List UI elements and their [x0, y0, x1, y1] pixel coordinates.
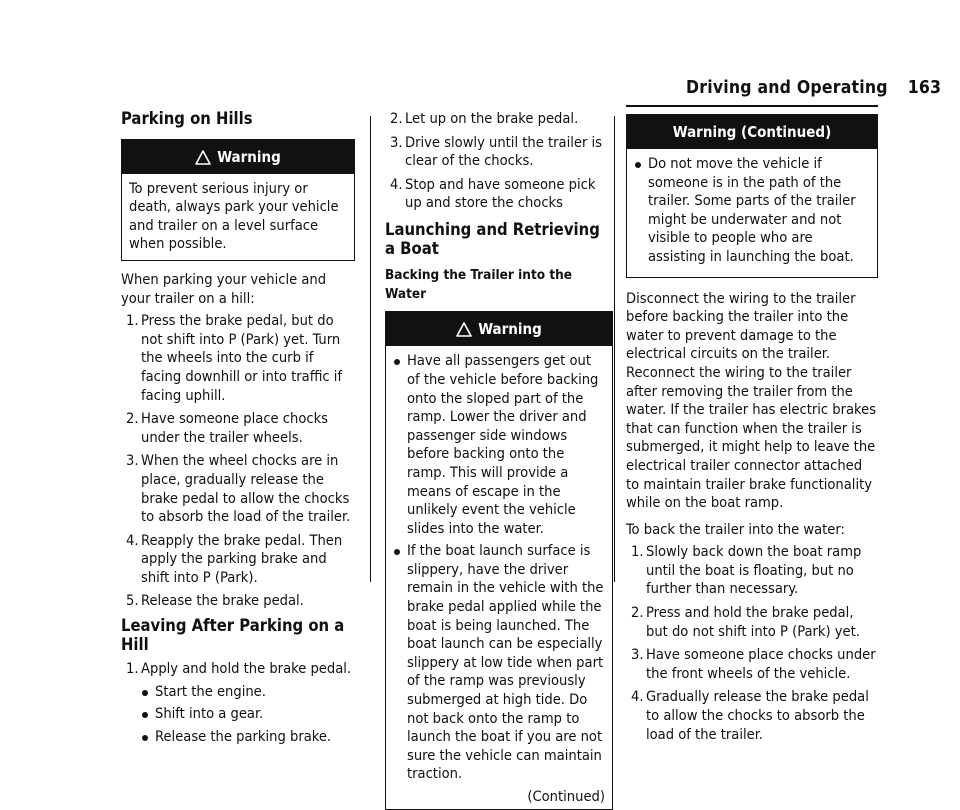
warning-title: Warning: [217, 147, 281, 166]
column-divider: [614, 116, 615, 582]
leave-steps-list: [121, 660, 355, 746]
warning-header: [627, 115, 877, 149]
list-item: 3. When the wheel chocks are in place, gradually release the brake pedal to allow the chocks to absorb the load of the trailer.: [126, 452, 351, 526]
bullet-item: Start the engine.: [141, 683, 355, 702]
column-1: [121, 110, 355, 752]
header-rule: [626, 105, 878, 107]
warning-title: Warning (Continued): [672, 123, 832, 141]
column-3: [626, 110, 878, 749]
list-item: 1. Apply and hold the brake pedal. Start the engine. Shift into a gear. Release the parking brake.: [121, 660, 355, 746]
list-item: 5. Release the brake pedal.: [126, 592, 304, 610]
list-item: 2. Let up on the brake pedal.: [390, 110, 579, 127]
section-heading-boat: Launching and Retrieving a Boat: [385, 219, 600, 258]
list-item: 4. Reapply the brake pedal. Then apply the parking brake and shift into P (Park).: [126, 531, 343, 586]
steps-list: [121, 312, 355, 611]
bullet-item: If the boat launch surface is slippery, have the driver remain in the vehicle with the brake pedal applied while the boat is being launched. The boat launch can be especially slippery at low tide when part of the ramp was previously submerged at high tide. Do not back onto the ramp to launch the boat if you are not sure the vehicle can maintain traction.: [393, 542, 605, 784]
steps-list-continued: [385, 110, 613, 213]
intro-text: To back the trailer into the water:: [626, 520, 845, 538]
warning-title: Warning: [478, 320, 542, 339]
section-heading-leaving: Leaving After Parking on a Hill: [121, 616, 345, 654]
steps-list: [626, 543, 878, 744]
bullet-list: [141, 683, 355, 747]
list-item: 4. Gradually release the brake pedal to allow the chocks to absorb the load of the trailer.: [631, 688, 869, 743]
list-item: 2. Press and hold the brake pedal, but do not shift into P (Park) yet.: [631, 604, 860, 640]
bullet-item: Have all passengers get out of the vehicle before backing onto the sloped part of the ramp. Lower the driver and passenger side windows before backing onto the ramp. This will provide a means of escape in the unlikely event the vehicle slides into the water.: [393, 352, 605, 538]
section-title: Driving and Operating: [686, 78, 888, 98]
section-heading-parking-on-hills: Parking on Hills: [121, 109, 253, 128]
paragraph: Disconnect the wiring to the trailer before backing the trailer into the water to prevent damage to the electrical circuits on the trailer. Reconnect the wiring to the trailer after removing the trailer from the water. If the trailer has electric brakes that can function when the trailer is submerged, it might help to leave the electrical trailer connector attached to maintain trailer brake functionality while on the boat ramp.: [626, 289, 877, 512]
bullet-item: Shift into a gear.: [141, 705, 355, 724]
warning-text: To prevent serious injury or death, always park your vehicle and trailer on a level surface when possible.: [129, 179, 339, 253]
warning-box-continued: [626, 114, 878, 278]
list-item: 1. Slowly back down the boat ramp until the boat is floating, but no further than necessary.: [631, 543, 862, 598]
running-header: [686, 78, 941, 98]
list-item: 3. Drive slowly until the trailer is clear of the chocks.: [390, 133, 603, 170]
list-item: 4. Stop and have someone pick up and store the chocks: [390, 175, 596, 212]
page-number: 163: [907, 78, 942, 98]
warning-triangle-icon: [456, 322, 472, 337]
bullet-item: Do not move the vehicle if someone is in the path of the trailer. Some parts of the trailer might be underwater and not visible to people who are assisting in launching the boat.: [634, 155, 870, 267]
bullet-item: Release the parking brake.: [141, 728, 355, 747]
warning-triangle-icon: [195, 150, 211, 165]
column-divider: [370, 116, 371, 582]
warning-header: [122, 140, 354, 174]
warning-bullets: [634, 155, 870, 267]
list-item: 3. Have someone place chocks under the front wheels of the vehicle.: [631, 646, 876, 682]
warning-header: [386, 312, 612, 346]
intro-text: When parking your vehicle and your trailer on a hill:: [121, 270, 327, 307]
subheading-backing: Backing the Trailer into the Water: [385, 267, 573, 302]
warning-box: [121, 139, 355, 261]
column-2: [385, 110, 613, 810]
list-item: 2. Have someone place chocks under the trailer wheels.: [126, 410, 329, 446]
warning-bullets: [393, 352, 605, 784]
warning-box: [385, 311, 613, 809]
continued-label: (Continued): [527, 788, 605, 805]
list-item: 1. Press the brake pedal, but do not shift into P (Park) yet. Turn the wheels into the curb if facing downhill or into traffic if facing uphill.: [126, 312, 343, 404]
